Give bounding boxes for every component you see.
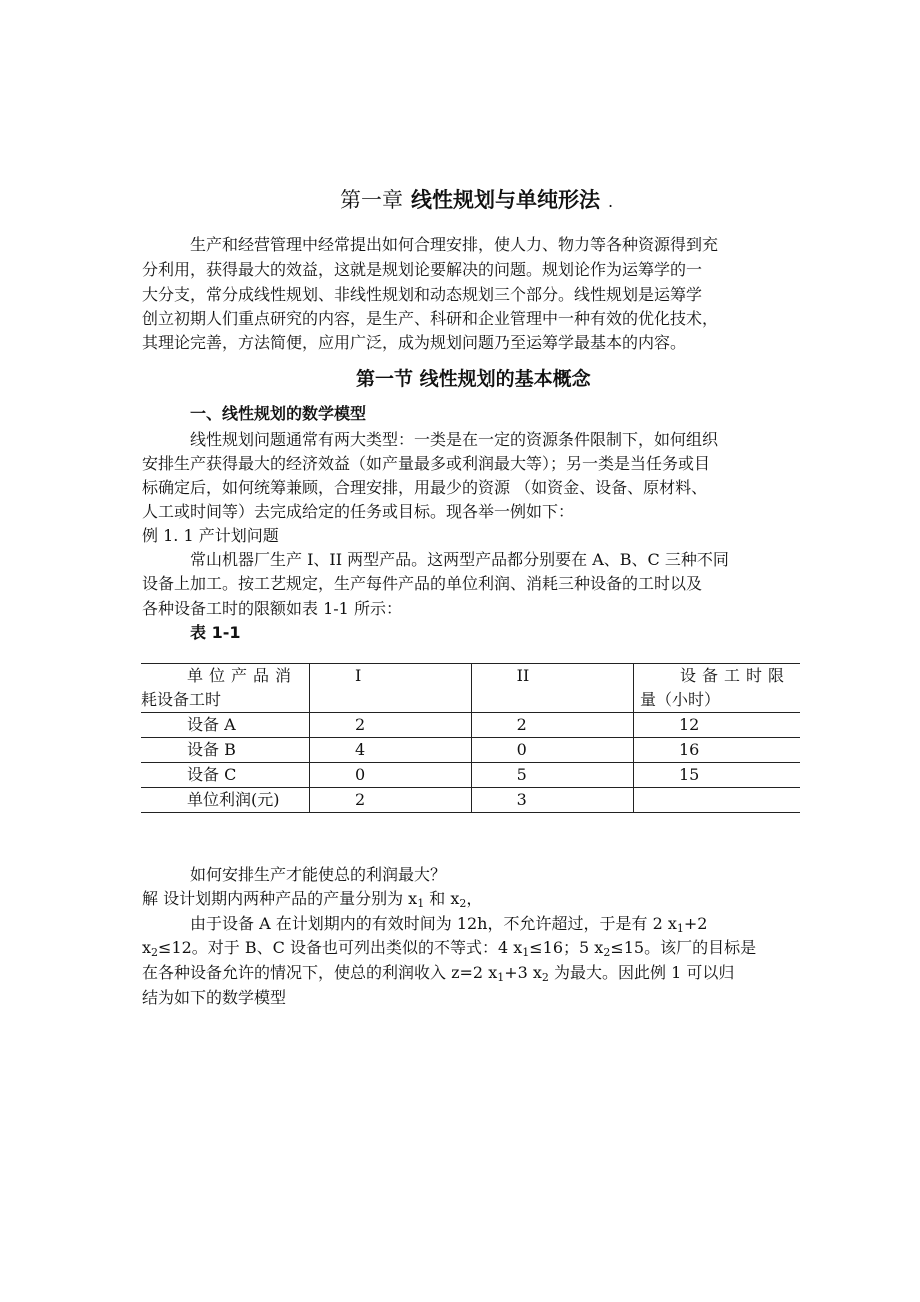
solution-line-5: 结为如下的数学模型 <box>142 988 287 1007</box>
subscript-2: 2 <box>151 946 159 959</box>
row-value-limit: 12 <box>633 713 800 738</box>
section-title: 第一节 线性规划的基本概念 <box>356 368 591 390</box>
row-value-ii: 2 <box>471 713 633 738</box>
subscript-1: 1 <box>497 971 505 984</box>
row-value-ii: 3 <box>471 788 633 813</box>
intro-line-2: 分利用，获得最大的效益，这就是规划论要解决的问题。规划论作为运筹学的一 <box>142 260 703 279</box>
chapter-prefix: 第一章 <box>340 188 403 212</box>
solution-line-2 <box>190 911 707 934</box>
row-value-limit: 15 <box>633 763 800 788</box>
solution-line-2-text: +2 <box>683 914 708 933</box>
row-label: 单位利润(元) <box>141 788 310 813</box>
solution-line-3-text: ≤16；5 x <box>529 938 604 957</box>
chapter-title <box>340 184 613 214</box>
intro-line-1: 生产和经营管理中经常提出如何合理安排，使人力、物力等各种资源得到充 <box>190 235 719 254</box>
solution-line-3-text: x <box>142 938 152 957</box>
solution-line-1-text: 和 x <box>424 889 460 908</box>
solution-line-4-text: 为最大。因此例 1 可以归 <box>548 963 735 982</box>
table-header-row <box>141 664 800 713</box>
subscript-2: 2 <box>541 971 549 984</box>
para3-line-1: 常山机器厂生产 I、II 两型产品。这两型产品都分别要在 A、B、C 三种不同 <box>190 550 729 569</box>
row-label: 设备 C <box>141 763 310 788</box>
solution-line-3-text: ≤15。该厂的目标是 <box>610 938 757 957</box>
row-value-limit <box>633 788 800 813</box>
solution-line-3-text: ≤12。对于 B、C 设备也可列出类似的不等式：4 x <box>158 938 523 957</box>
subscript-1: 1 <box>676 922 684 935</box>
row-label: 设备 B <box>141 738 310 763</box>
subscript-2: 2 <box>459 897 467 910</box>
table-caption: 表 1-1 <box>190 623 241 642</box>
solution-line-3 <box>142 935 756 958</box>
question-text: 如何安排生产才能使总的利润最大？ <box>190 865 447 884</box>
header-limit-line1: 设备工时限 <box>679 666 790 685</box>
data-table <box>141 663 800 813</box>
row-value-ii: 5 <box>471 763 633 788</box>
solution-line-1-text: 解 设计划期内两种产品的产量分别为 x <box>142 889 418 908</box>
header-limit-line2: 量（小时） <box>639 690 720 709</box>
table-row <box>141 788 800 813</box>
header-cell-product-ii: II <box>471 664 633 713</box>
chapter-name: 线性规划与单纯形法 <box>411 188 600 212</box>
row-value-i: 2 <box>310 788 472 813</box>
para3-line-2: 设备上加工。按工艺规定，生产每件产品的单位利润、消耗三种设备的工时以及 <box>142 574 703 593</box>
header-consumption-line2: 耗设备工时 <box>141 690 222 709</box>
row-value-i: 0 <box>310 763 472 788</box>
intro-line-3: 大分支，常分成线性规划、非线性规划和动态规划三个部分。线性规划是运筹学 <box>142 285 703 304</box>
row-value-ii: 0 <box>471 738 633 763</box>
row-value-limit: 16 <box>633 738 800 763</box>
chapter-dot: . <box>608 192 614 211</box>
solution-line-4 <box>142 960 734 983</box>
solution-line-4-text: +3 x <box>504 963 542 982</box>
solution-line-2-text: 由于设备 A 在计划期内的有效时间为 12h，不允许超过，于是有 2 x <box>190 914 677 933</box>
para2-line-2: 安排生产获得最大的经济效益（如产量最多或利润最大等）；另一类是当任务或目 <box>142 454 711 473</box>
para2-line-1: 线性规划问题通常有两大类型：一类是在一定的资源条件限制下，如何组织 <box>190 430 719 449</box>
para2-line-3: 标确定后，如何统筹兼顾，合理安排，用最少的资源 （如资金、设备、原材料、 <box>142 478 708 497</box>
row-value-i: 4 <box>310 738 472 763</box>
header-cell-consumption <box>141 664 310 713</box>
subscript-1: 1 <box>522 946 530 959</box>
table-row <box>141 713 800 738</box>
para2-line-4: 人工或时间等）去完成给定的任务或目标。现各举一例如下： <box>142 502 575 521</box>
header-cell-limit <box>633 664 800 713</box>
subscript-1: 1 <box>417 897 425 910</box>
intro-line-4: 创立初期人们重点研究的内容，是生产、科研和企业管理中一种有效的优化技术， <box>142 309 719 328</box>
header-cell-product-i: I <box>310 664 472 713</box>
solution-line-4-text: 在各种设备允许的情况下，使总的利润收入 z=2 x <box>142 963 498 982</box>
table-row <box>141 738 800 763</box>
subscript-2: 2 <box>603 946 611 959</box>
row-value-i: 2 <box>310 713 472 738</box>
table-row <box>141 763 800 788</box>
intro-line-5: 其理论完善，方法简便，应用广泛，成为规划问题乃至运筹学最基本的内容。 <box>142 333 687 352</box>
para3-line-3: 各种设备工时的限额如表 1-1 所示： <box>142 599 402 618</box>
row-label: 设备 A <box>141 713 310 738</box>
example-label: 例 1. 1 产计划问题 <box>142 526 279 545</box>
header-consumption-line1: 单位产品消 <box>187 666 298 685</box>
solution-line-1-text: ， <box>466 889 483 908</box>
subsection-title: 一、线性规划的数学模型 <box>190 404 367 423</box>
solution-line-1 <box>142 886 482 909</box>
